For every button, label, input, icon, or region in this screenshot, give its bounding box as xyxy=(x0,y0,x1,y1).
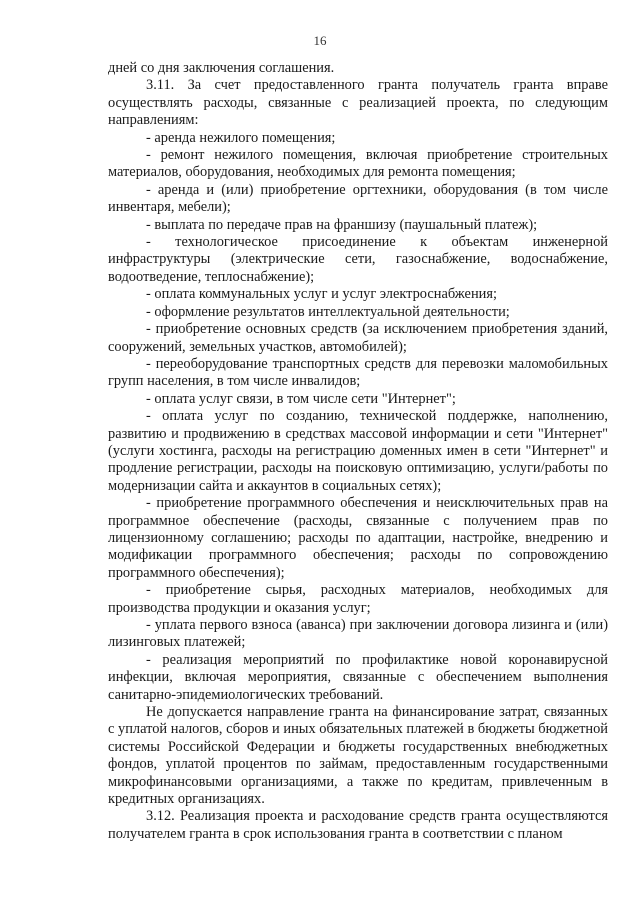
list-item: - оплата услуг связи, в том числе сети "Интернет"; xyxy=(146,390,456,407)
list-item: - аренда и (или) приобретение оргтехники, оборудования (в том числе инвентаря, мебели); xyxy=(108,181,608,216)
list-item: - приобретение сырья, расходных материалов, необходимых для производства продукции и оказания услуг; xyxy=(108,582,608,616)
list-item: - ремонт нежилого помещения, включая приобретение строительных материалов, оборудования, необходимых для ремонта помещения; xyxy=(108,147,608,181)
list-item: - реализация мероприятий по профилактике новой коронавирусной инфекции, включая мероприятия, связанные с обеспечением выполнения санитарно-эпидемиологических требований. xyxy=(108,651,608,703)
section-3-12: 3.12. Реализация проекта и расходование средств гранта осуществляются получателем гранта в срок использования гранта в соответствии с планом xyxy=(108,808,608,842)
paragraph: дней со дня заключения соглашения. xyxy=(108,60,335,76)
list-item: - технологическое присоединение к объектам инженерной инфраструктуры (электрические сети, газоснабжение, водоснабжение, водоотведение, теплоснабжение); xyxy=(108,234,608,285)
list-item: - выплата по передаче прав на франшизу (паушальный платеж); xyxy=(146,216,538,233)
section-3-11-intro: 3.11. За счет предоставленного гранта получатель гранта вправе осуществлять расходы, связанные с реализацией проекта, по следующим направлениям: xyxy=(108,77,608,129)
list-item: - оплата услуг по созданию, технической поддержке, наполнению, развитию и продвижению в средствах массовой информации и сети "Интернет" (услуги хостинга, расходы на регистрацию доменных имен в сети "Интернет" и продление регистрации, расходы на поисковую оптимизацию, услуги/работы по модернизации сайта и аккаунтов в социальных сетях); xyxy=(108,408,608,494)
list-item: - оформление результатов интеллектуальной деятельности; xyxy=(146,303,510,320)
list-item: - аренда нежилого помещения; xyxy=(146,129,336,146)
page-number: 16 xyxy=(313,33,327,48)
list-item: - приобретение основных средств (за исключением приобретения зданий, сооружений, земельных участков, автомобилей); xyxy=(108,321,608,355)
list-item: - переоборудование транспортных средств для перевозки маломобильных групп населения, в том числе инвалидов; xyxy=(108,355,608,390)
document-body xyxy=(108,60,608,843)
list-item: - приобретение программного обеспечения и неисключительных прав на программное обеспечение (расходы, связанные с получением прав по лицензионному соглашению; расходы по адаптации, настройке, внедрению и модификации программного обеспечения; расходы по сопровождению программного обеспечения); xyxy=(108,495,608,581)
list-item: - оплата коммунальных услуг и услуг электроснабжения; xyxy=(146,286,497,303)
list-item: - уплата первого взноса (аванса) при заключении договора лизинга и (или) лизинговых платежей; xyxy=(108,617,608,651)
paragraph: Не допускается направление гранта на финансирование затрат, связанных с уплатой налогов, сборов и иных обязательных платежей в бюджеты бюджетной системы Российской Федерации и бюджеты государственных внебюджетных фондов, уплатой процентов по займам, предоставленным государственными микрофинансовыми организациями, а также по кредитам, привлеченным в кредитных организациях. xyxy=(108,704,608,808)
